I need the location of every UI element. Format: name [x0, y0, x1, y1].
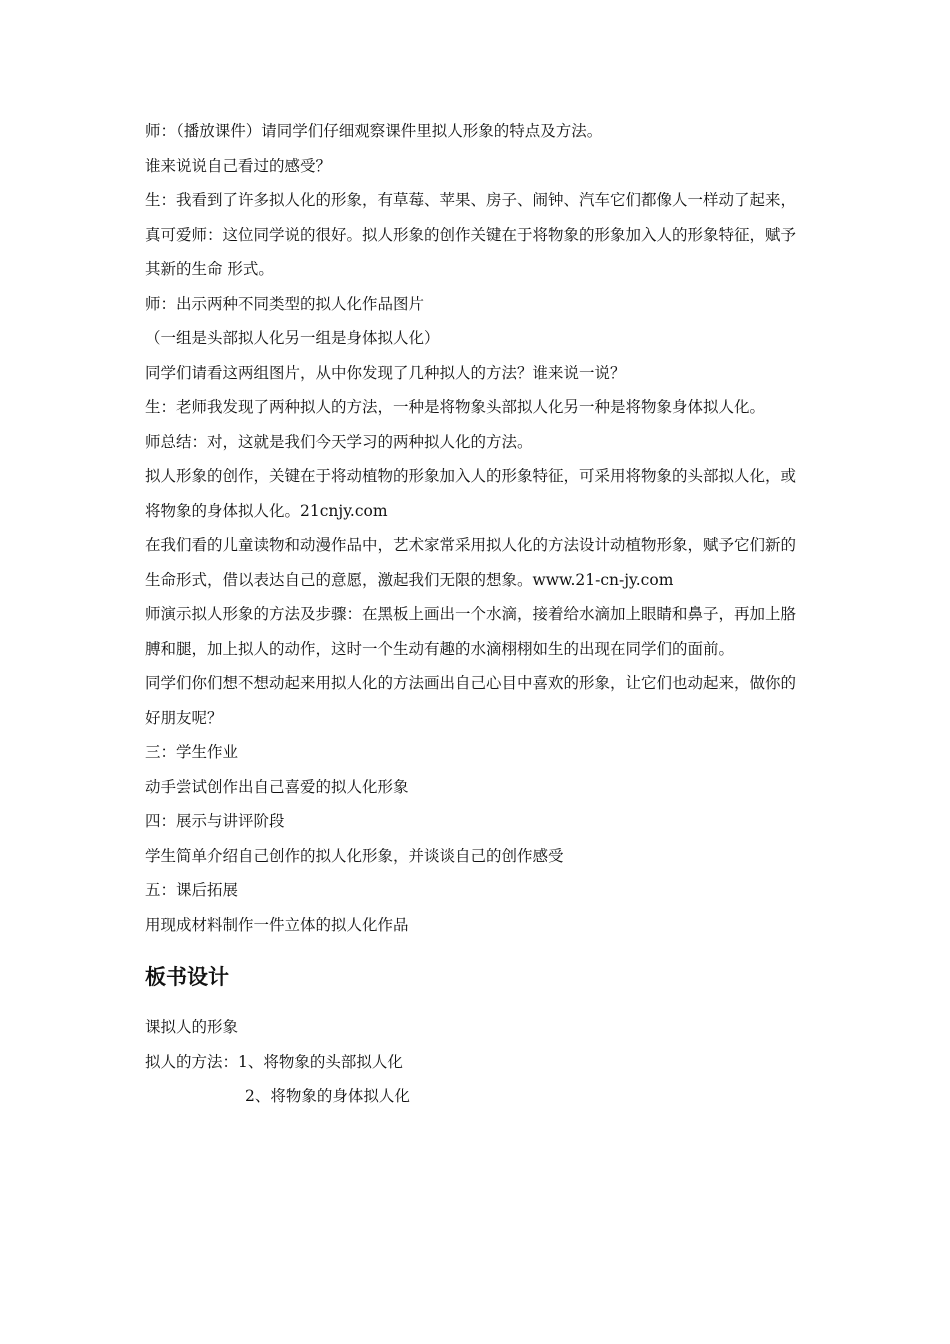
paragraph: 师：（播放课件）请同学们仔细观察课件里拟人形象的特点及方法。: [145, 122, 603, 140]
section-heading-extension: 五：课后拓展: [145, 881, 239, 899]
document-body: [145, 114, 810, 1114]
paragraph: 用现成材料制作一件立体的拟人化作品: [145, 915, 409, 934]
paragraph: 师总结：对，这就是我们今天学习的两种拟人化的方法。: [145, 432, 533, 451]
board-design-heading: 板书设计: [145, 965, 229, 989]
paragraph: 同学们你们想不想动起来用拟人化的方法画出自己心目中喜欢的形象，让它们也动起来，做你的好朋友呢？: [145, 674, 797, 727]
board-title: 课拟人的形象: [145, 1018, 239, 1036]
section-heading-display: 四：展示与讲评阶段: [145, 812, 285, 830]
board-method-1: 拟人的方法：1、将物象的头部拟人化: [145, 1052, 403, 1071]
paragraph: 师演示拟人形象的方法及步骤：在黑板上画出一个水滴，接着给水滴加上眼睛和鼻子，再加上胳膊和腿，加上拟人的动作，这时一个生动有趣的水滴栩栩如生的出现在同学们的面前。: [145, 605, 797, 658]
paragraph: 师：出示两种不同类型的拟人化作品图片: [145, 294, 425, 313]
paragraph: 谁来说说自己看过的感受？: [145, 156, 332, 175]
board-method-2: 2、将物象的身体拟人化: [245, 1087, 410, 1105]
paragraph: 在我们看的儿童读物和动漫作品中，艺术家常采用拟人化的方法设计动植物形象，赋予它们新的生命形式，借以表达自己的意愿，激起我们无限的想象。www.21-cn-jy.com: [145, 536, 797, 589]
paragraph: 生：我看到了许多拟人化的形象，有草莓、苹果、房子、闹钟、汽车它们都像人一样动了起来，真可爱师：这位同学说的很好。拟人形象的创作关键在于将物象的形象加入人的形象特征，赋予其新的生命 形式。: [145, 191, 797, 278]
section-heading-student-work: 三：学生作业: [145, 743, 239, 761]
paragraph: 同学们请看这两组图片，从中你发现了几种拟人的方法？谁来说一说？: [145, 363, 626, 382]
paragraph: 动手尝试创作出自己喜爱的拟人化形象: [145, 777, 409, 796]
paragraph: （一组是头部拟人化另一组是身体拟人化）: [145, 329, 440, 347]
paragraph: 生：老师我发现了两种拟人的方法，一种是将物象头部拟人化另一种是将物象身体拟人化。: [145, 398, 766, 416]
paragraph: 学生简单介绍自己创作的拟人化形象，并谈谈自己的创作感受: [145, 846, 564, 865]
paragraph: 拟人形象的创作，关键在于将动植物的形象加入人的形象特征，可采用将物象的头部拟人化，或将物象的身体拟人化。21cnjy.com: [145, 467, 797, 520]
